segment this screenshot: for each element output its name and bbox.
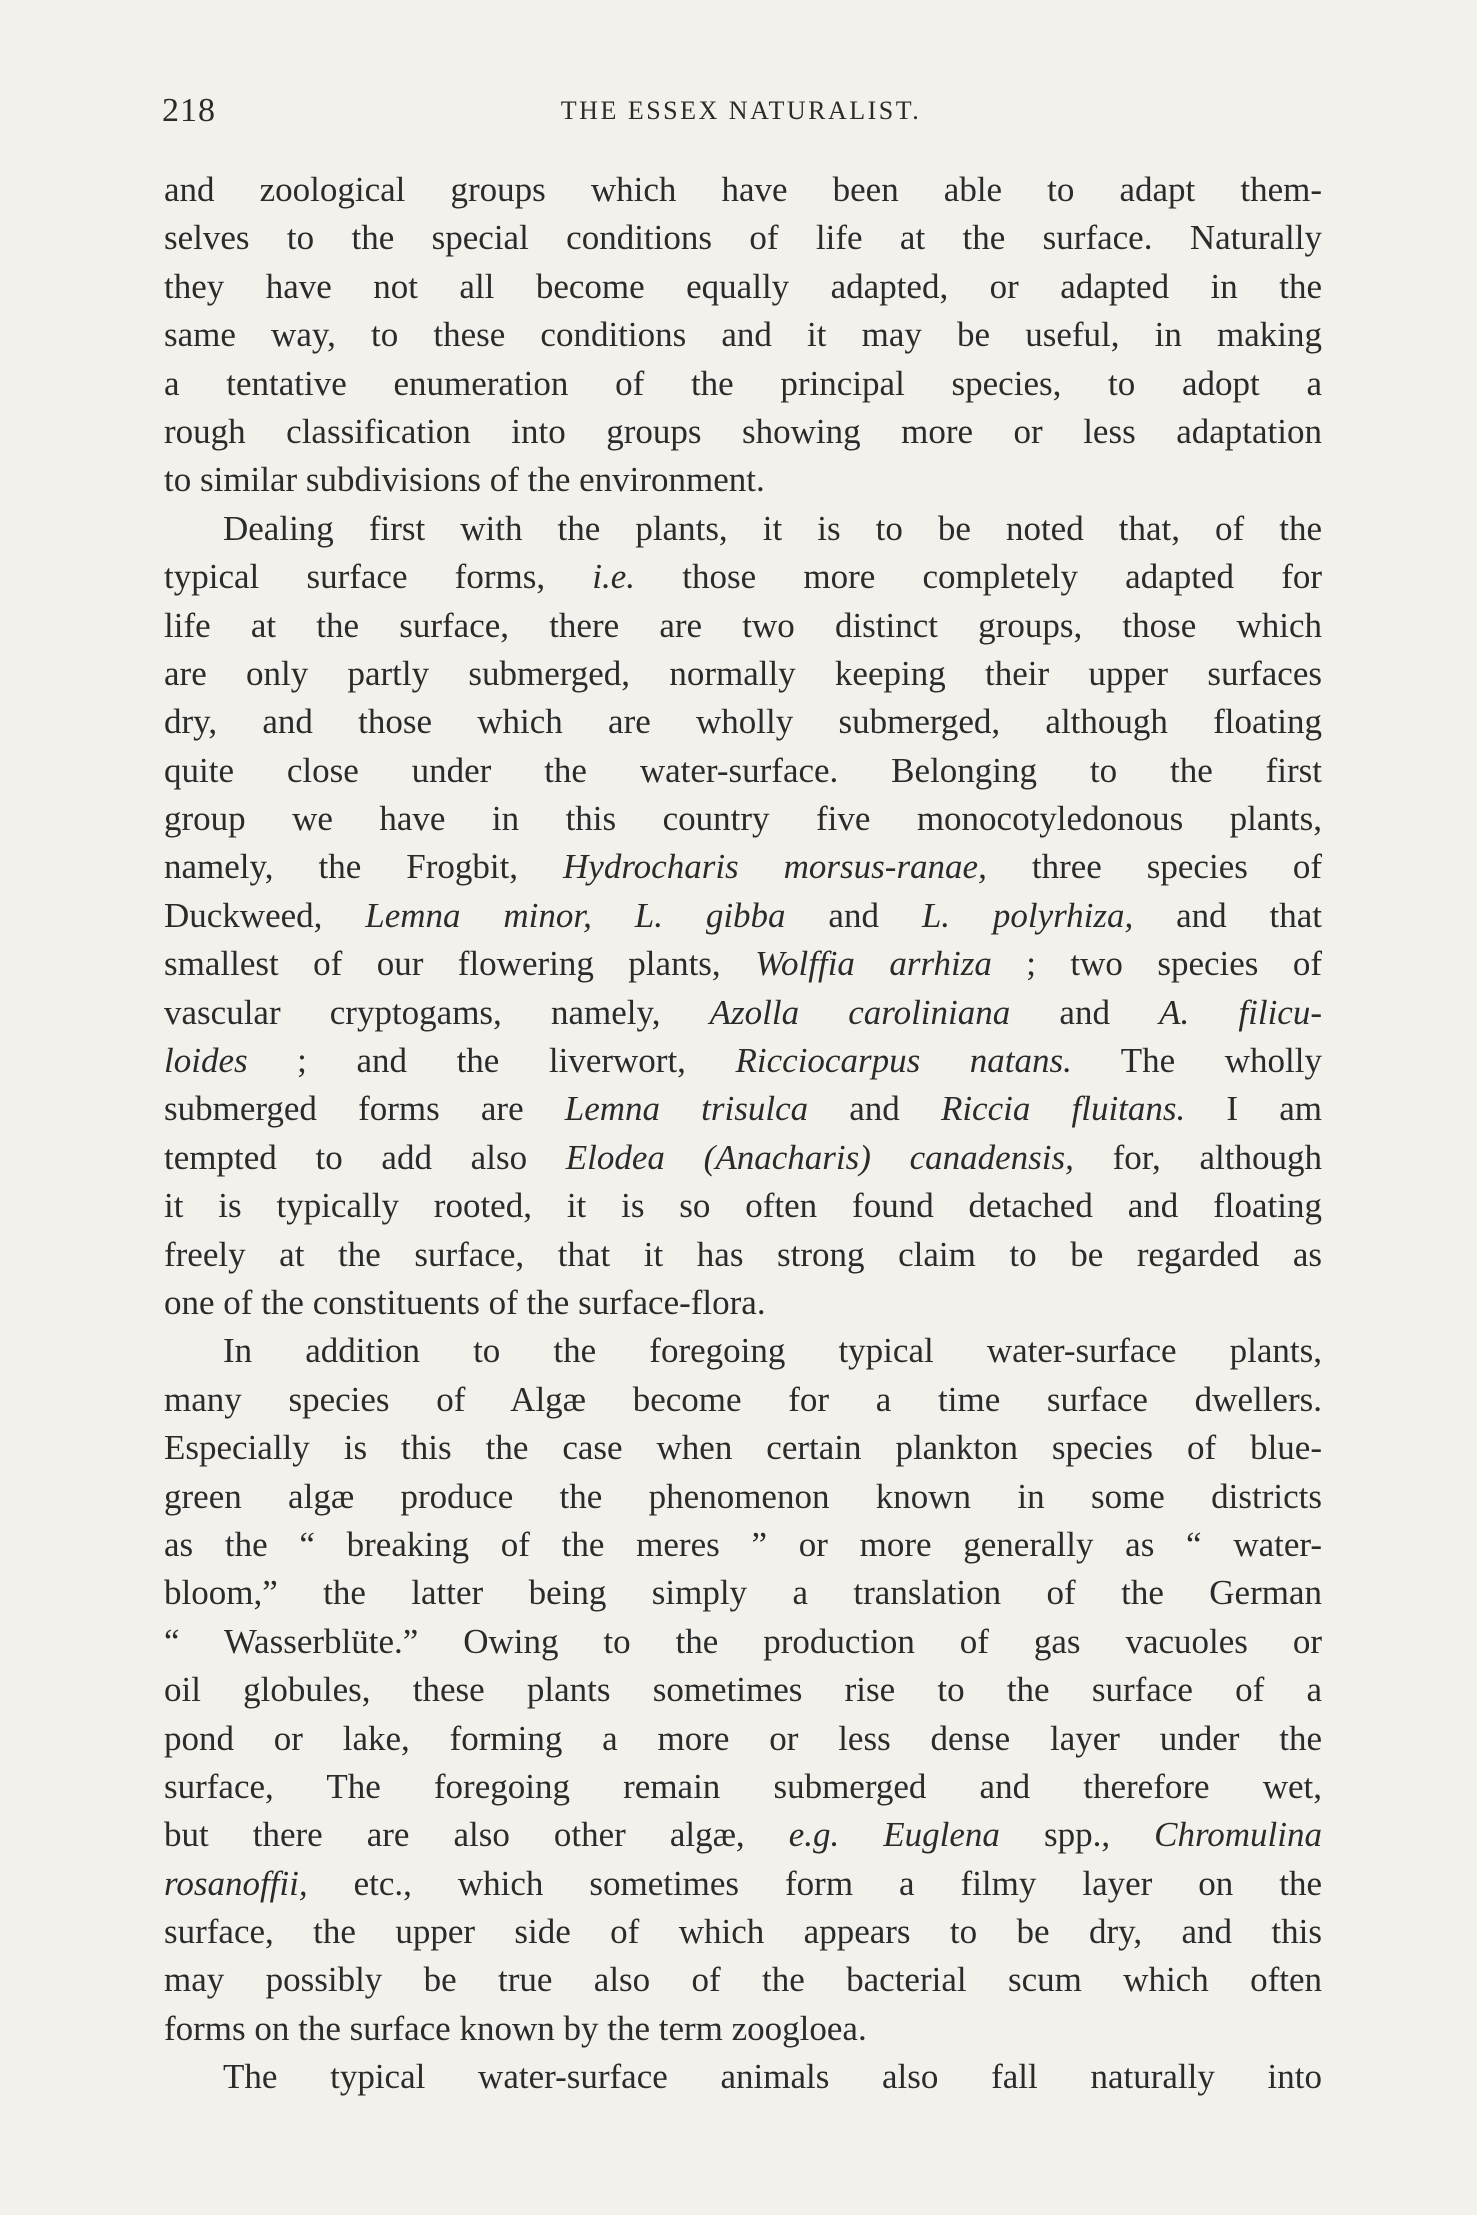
running-head (162, 92, 1320, 132)
text-line (164, 989, 1322, 1037)
text-run: “ Wasserblüte.” Owing to the production of gas vacuoles or (164, 1621, 1322, 1661)
italic-text: rosanoffii, (164, 1863, 308, 1903)
text-run: for, although (1073, 1137, 1322, 1177)
text-line (164, 1811, 1322, 1859)
text-run: ; and the liverwort, (247, 1041, 736, 1081)
text-line (164, 650, 1322, 698)
text-line (164, 263, 1322, 311)
text-line (164, 311, 1322, 359)
text-run: ; two species of (991, 944, 1322, 984)
text-line (164, 456, 1322, 504)
italic-text: Chromulina (1154, 1815, 1322, 1855)
text-line (164, 505, 1322, 553)
text-line (164, 1715, 1322, 1763)
text-line (164, 1279, 1322, 1327)
text-line (164, 408, 1322, 456)
text-line (164, 1521, 1322, 1569)
text-run: pond or lake, forming a more or less dense layer under the (164, 1718, 1322, 1758)
text-run: oil globules, these plants sometimes rise to the surface of a (164, 1670, 1322, 1710)
text-line (164, 1618, 1322, 1666)
italic-text: Wolffia arrhiza (755, 944, 992, 984)
text-run: surface, The foregoing remain submerged and therefore wet, (164, 1766, 1322, 1806)
text-run: In addition to the foregoing typical water-surface plants, (223, 1331, 1322, 1371)
text-run: and zoological groups which have been able to adapt them- (164, 170, 1322, 209)
text-run: surface, the upper side of which appears to be dry, and this (164, 1912, 1322, 1952)
text-line (164, 1424, 1322, 1472)
text-line (164, 214, 1322, 262)
text-run: it is typically rooted, it is so often found detached and floating (164, 1186, 1322, 1226)
text-line (164, 360, 1322, 408)
text-run: spp., (999, 1815, 1155, 1855)
text-line (164, 843, 1322, 891)
italic-text: e.g. Euglena (788, 1815, 1000, 1855)
text-run: those more completely adapted for (635, 557, 1322, 597)
text-run: typical surface forms, (164, 557, 593, 597)
text-run: and (808, 1089, 941, 1129)
text-run: a tentative enumeration of the principal species, to adopt a (164, 363, 1322, 403)
text-line (164, 1037, 1322, 1085)
text-run: Duckweed, (164, 895, 366, 935)
text-run: and (1010, 992, 1160, 1032)
text-run: group we have in this country five monocotyledonous plants, (164, 799, 1322, 839)
text-run: vascular cryptogams, namely, (164, 992, 710, 1032)
italic-text: Ricciocarpus natans. (735, 1041, 1072, 1081)
text-line (164, 892, 1322, 940)
text-run: bloom,” the latter being simply a translation of the German (164, 1573, 1322, 1613)
text-line (164, 1327, 1322, 1375)
text-line (164, 1666, 1322, 1714)
page-number: 218 (162, 92, 216, 129)
text-line (164, 166, 1322, 214)
text-line (164, 1569, 1322, 1617)
text-run: same way, to these conditions and it may be useful, in making (164, 315, 1322, 355)
italic-text: Riccia fluitans. (940, 1089, 1186, 1129)
text-run: life at the surface, there are two distinct groups, those which (164, 605, 1322, 645)
text-run: to similar subdivisions of the environment. (164, 460, 765, 500)
text-run: one of the constituents of the surface-flora. (164, 1282, 766, 1322)
text-run: are only partly submerged, normally keeping their upper surfaces (164, 653, 1322, 693)
text-line (164, 553, 1322, 601)
text-run: Dealing first with the plants, it is to be noted that, of the (223, 508, 1322, 548)
italic-text: loides (164, 1041, 248, 1081)
italic-text: L. polyrhiza, (921, 895, 1134, 935)
text-run: three species of (986, 847, 1322, 887)
text-line (164, 2005, 1322, 2053)
text-run: and that (1133, 895, 1322, 935)
text-run: freely at the surface, that it has strong claim to be regarded as (164, 1234, 1322, 1274)
text-run: but there are also other algæ, (164, 1815, 789, 1855)
text-line (164, 602, 1322, 650)
body-text (164, 166, 1322, 2102)
text-line (164, 1231, 1322, 1279)
text-line (164, 1134, 1322, 1182)
text-run: The wholly (1071, 1041, 1322, 1081)
text-line (164, 1376, 1322, 1424)
italic-text: Lemna trisulca (564, 1089, 809, 1129)
italic-text: i.e. (592, 557, 636, 597)
text-run: and (785, 895, 922, 935)
text-line (164, 1956, 1322, 2004)
text-line (164, 2053, 1322, 2101)
text-run: quite close under the water-surface. Belonging to the first (164, 750, 1322, 790)
text-run: selves to the special conditions of life at the surface. Naturally (164, 218, 1322, 258)
italic-text: A. filicu- (1159, 992, 1322, 1032)
italic-text: Hydrocharis morsus-ranae, (563, 847, 987, 887)
text-run: tempted to add also (164, 1137, 566, 1177)
text-run: rough classification into groups showing more or less adaptation (164, 411, 1322, 451)
text-line (164, 747, 1322, 795)
italic-text: Elodea (Anacharis) canadensis, (565, 1137, 1074, 1177)
text-line (164, 1182, 1322, 1230)
text-run: I am (1185, 1089, 1322, 1129)
text-line (164, 940, 1322, 988)
text-run: smallest of our flowering plants, (164, 944, 756, 984)
text-line (164, 1763, 1322, 1811)
text-run: etc., which sometimes form a filmy layer on the (307, 1863, 1322, 1903)
text-line (164, 795, 1322, 843)
text-run: namely, the Frogbit, (164, 847, 564, 887)
text-line (164, 1860, 1322, 1908)
text-run: may possibly be true also of the bacterial scum which often (164, 1960, 1322, 2000)
running-title: THE ESSEX NATURALIST. (560, 96, 922, 125)
text-run: as the “ breaking of the meres ” or more generally as “ water- (164, 1524, 1322, 1564)
italic-text: Azolla caroliniana (709, 992, 1011, 1032)
text-run: Especially is this the case when certain plankton species of blue- (164, 1428, 1322, 1468)
text-run: many species of Algæ become for a time surface dwellers. (164, 1379, 1322, 1419)
text-run: The typical water-surface animals also fall naturally into (223, 2057, 1322, 2097)
text-run: green algæ produce the phenomenon known in some districts (164, 1476, 1322, 1516)
text-run: forms on the surface known by the term zoogloea. (164, 2008, 867, 2048)
text-line (164, 1908, 1322, 1956)
italic-text: Lemna minor, L. gibba (365, 895, 786, 935)
text-line (164, 698, 1322, 746)
text-run: dry, and those which are wholly submerged, although floating (164, 702, 1322, 742)
text-run: they have not all become equally adapted, or adapted in the (164, 266, 1322, 306)
text-line (164, 1473, 1322, 1521)
text-run: submerged forms are (164, 1089, 565, 1129)
text-line (164, 1085, 1322, 1133)
